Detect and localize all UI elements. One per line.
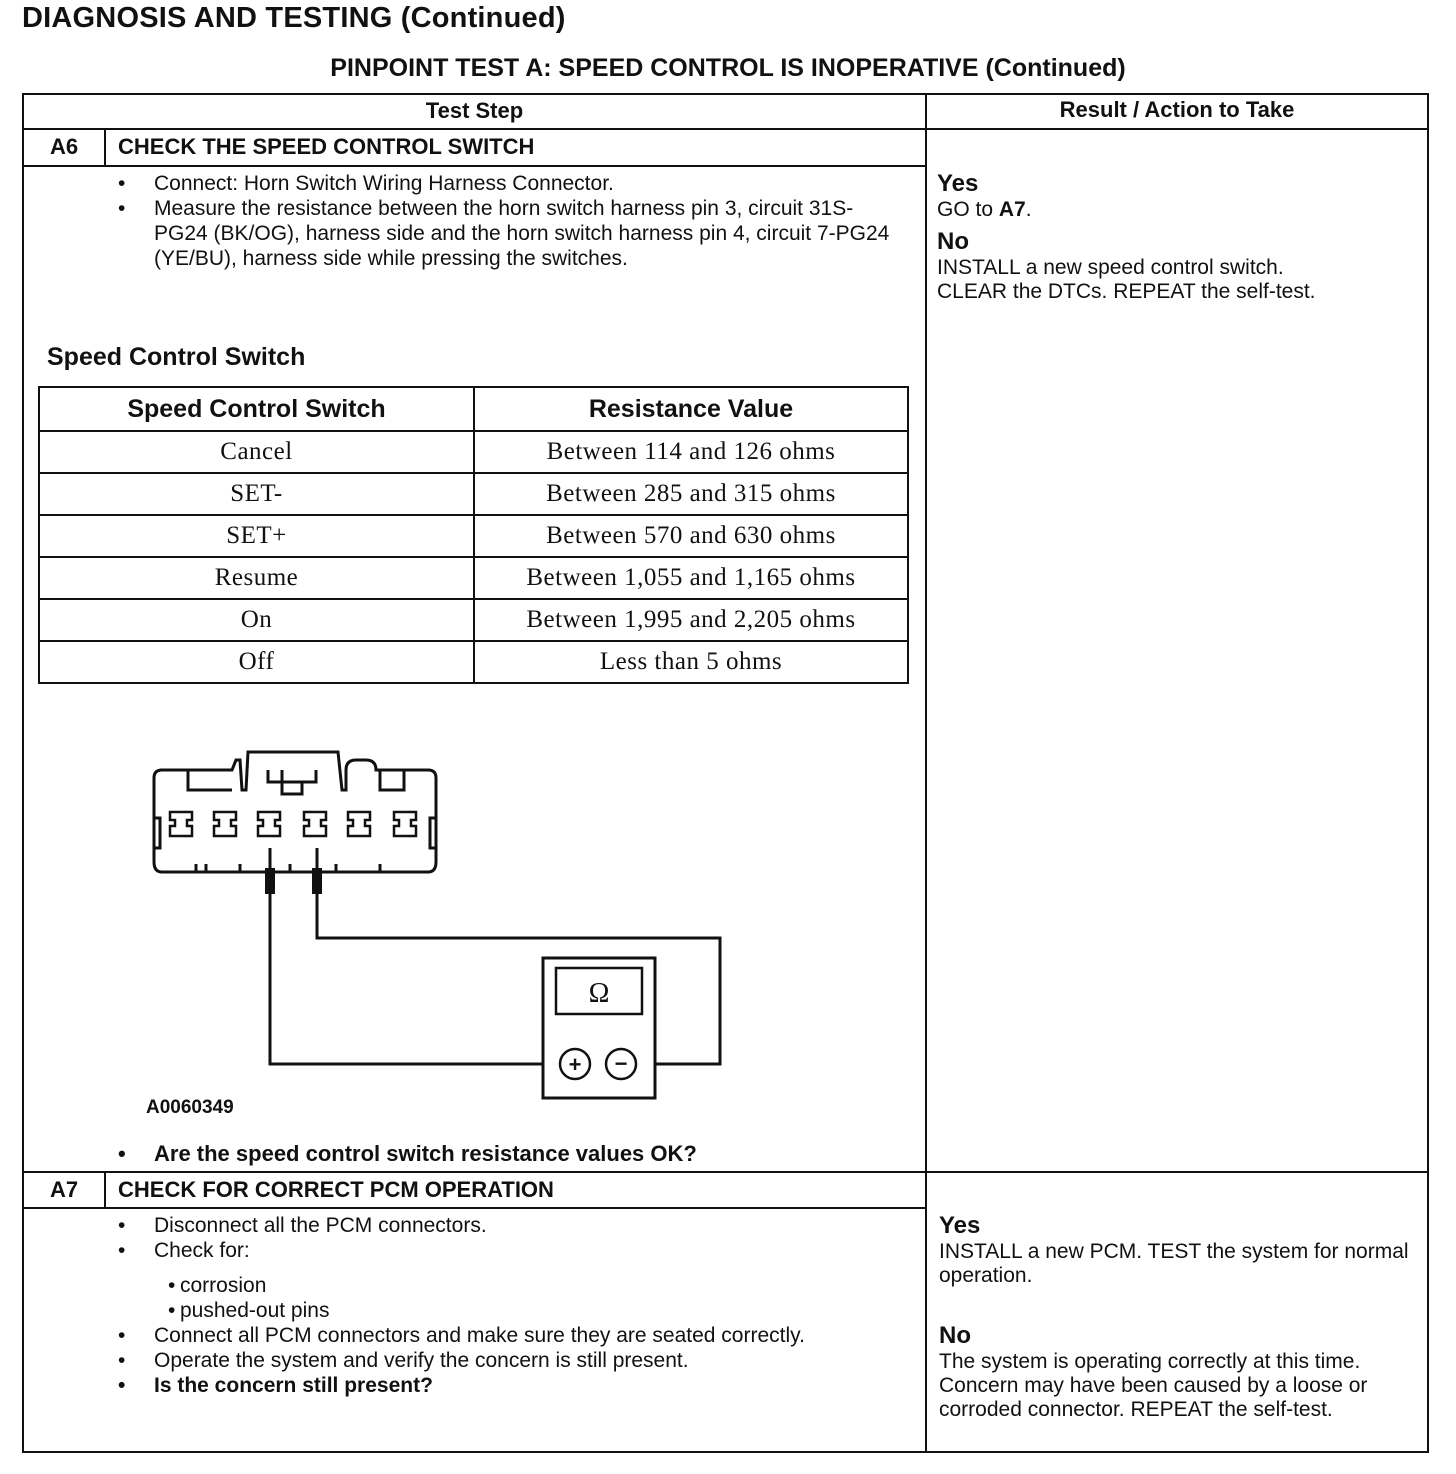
- list-item: • Disconnect all the PCM connectors.: [118, 1213, 908, 1238]
- page-subtitle: PINPOINT TEST A: SPEED CONTROL IS INOPERATIVE (Continued): [330, 54, 1126, 82]
- result-yes-label: Yes: [939, 1212, 981, 1239]
- resistance-value: Between 285 and 315 ohms: [474, 473, 908, 515]
- step-a7-title: CHECK FOR CORRECT PCM OPERATION: [118, 1177, 554, 1202]
- table-row: [39, 599, 908, 641]
- list-item: • pushed-out pins: [118, 1298, 908, 1323]
- resistance-value: Less than 5 ohms: [474, 641, 908, 683]
- resistance-value: Between 1,055 and 1,165 ohms: [474, 557, 908, 599]
- ohmmeter-connector-diagram: [140, 740, 740, 1110]
- result-no-label: No: [937, 228, 969, 255]
- table-row: [39, 515, 908, 557]
- step-a6-result: [937, 170, 1417, 304]
- table-row: [39, 557, 908, 599]
- result-no-label: No: [939, 1322, 971, 1349]
- col-header-test-step: Test Step: [425, 98, 524, 123]
- result-no-line: CLEAR the DTCs. REPEAT the self-test.: [937, 280, 1316, 303]
- list-item: • Are the speed control switch resistance values OK?: [118, 1141, 918, 1166]
- switch-position: SET-: [39, 473, 474, 515]
- step-a6-instructions: [118, 171, 898, 271]
- list-item: • Check for:: [118, 1238, 908, 1263]
- figure-id: A0060349: [146, 1097, 234, 1118]
- resistance-value: Between 1,995 and 2,205 ohms: [474, 599, 908, 641]
- step-a6-title: CHECK THE SPEED CONTROL SWITCH: [118, 134, 535, 159]
- table-row: [39, 473, 908, 515]
- switch-position: On: [39, 599, 474, 641]
- resistance-value: Between 114 and 126 ohms: [474, 431, 908, 473]
- step-link-a7[interactable]: A7: [998, 198, 1026, 221]
- switch-position: Off: [39, 641, 474, 683]
- table-row: [39, 641, 908, 683]
- positive-terminal-label: +: [568, 1052, 582, 1077]
- list-item: • Connect: Horn Switch Wiring Harness Connector.: [118, 171, 898, 196]
- table-row: [39, 431, 908, 473]
- list-item: • corrosion: [118, 1273, 908, 1298]
- step-a7-id: A7: [49, 1177, 79, 1202]
- table-header: Resistance Value: [474, 387, 908, 431]
- harness-connector-icon: [154, 752, 436, 872]
- step-a7-instructions: [118, 1213, 908, 1398]
- resistance-table: [38, 386, 909, 684]
- result-no-line: INSTALL a new speed control switch.: [937, 256, 1284, 279]
- negative-terminal-label: −: [614, 1051, 628, 1076]
- resistance-value: Between 570 and 630 ohms: [474, 515, 908, 557]
- result-no-text: The system is operating correctly at this time. Concern may have been caused by a loose or corroded connector. REPEAT the self-test.: [939, 1350, 1368, 1421]
- list-item: • Is the concern still present?: [118, 1373, 908, 1398]
- step-a6-question: [118, 1141, 918, 1166]
- page-title: DIAGNOSIS AND TESTING (Continued): [22, 2, 566, 34]
- switch-position: Resume: [39, 557, 474, 599]
- step-a6-id: A6: [49, 134, 79, 159]
- list-item: • Measure the resistance between the horn switch harness pin 3, circuit 31S-PG24 (BK/OG), harness side and the horn switch harness pin 4, circuit 7-PG24 (YE/BU), harness side while pressing the switches.: [118, 196, 898, 271]
- result-yes-text: INSTALL a new PCM. TEST the system for normal operation.: [939, 1240, 1409, 1287]
- list-item: • Connect all PCM connectors and make sure they are seated correctly.: [118, 1323, 908, 1348]
- list-item: • Operate the system and verify the concern is still present.: [118, 1348, 908, 1373]
- col-header-result: Result / Action to Take: [1059, 97, 1295, 122]
- ohmmeter-icon: [543, 958, 655, 1098]
- table-header: Speed Control Switch: [39, 387, 474, 431]
- resistance-table-caption: Speed Control Switch: [47, 343, 306, 371]
- result-yes-text: GO to A7.: [937, 198, 1032, 221]
- switch-position: SET+: [39, 515, 474, 557]
- step-a7-result: [939, 1212, 1419, 1422]
- ohm-symbol: Ω: [588, 978, 610, 1009]
- switch-position: Cancel: [39, 431, 474, 473]
- result-yes-label: Yes: [937, 170, 979, 197]
